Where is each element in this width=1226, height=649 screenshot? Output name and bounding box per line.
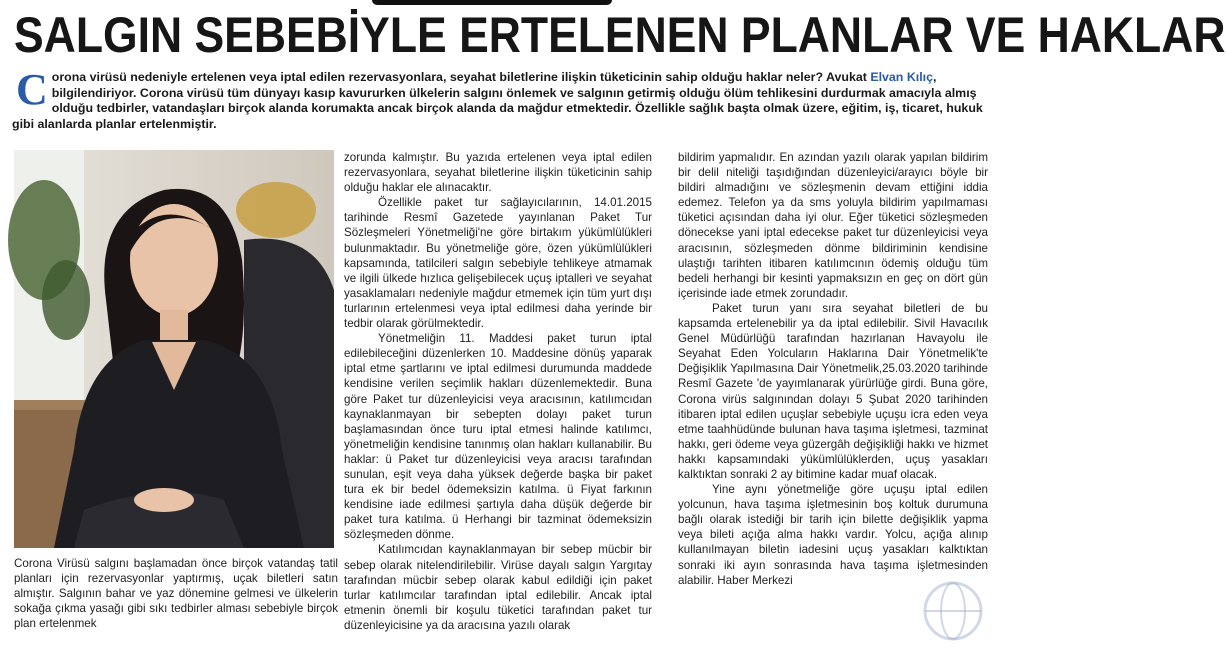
article-lead [12,65,988,138]
drop-cap: C [16,65,48,114]
article-column-1 [344,150,652,644]
article-column-2 [678,150,988,644]
author-photo [14,150,334,548]
author-name: Elvan Kılıç [870,70,933,84]
lead-text-part1: orona virüsü nedeniyle ertelenen veya iptal edilen rezervasyonlara, seyahat biletlerine ilişkin tüketicinin sahip olduğu haklar neler? Avukat [51,70,871,84]
lead-text-part2: , bilgilendiriyor. Corona virüsü tüm dünyayı kasıp kavururken ülkelerin salgını önlemek ve salgının getirmiş olduğu ölüm tehlikesini durdurmak amacıyla almış olduğu tedbirler, vatandaşları birçok alanda korumakta ancak birçok alanda da mağdur etmektedir. Özellikle sağlık başta olmak üzere, eğitim, iş, ticaret, hukuk gibi alanlarda planlar ertelenmiştir. [12,70,983,131]
paragraph: Paket turun yanı sıra seyahat biletleri de bu kapsamda ertelenebilir ya da iptal edilebilir. Sivil Havacılık Genel Müdürlüğü tarafından hazırlanan Havayolu ile Seyahat Eden Yolcuların Haklarına Dair Yönetmelik'te Değişiklik Yapılmasına Dair Yönetmelik,25.03.2020 tarihinde Resmî Gazete 'de yayımlanarak yürürlüğe girdi. Buna göre, Corona virüs salgınından dolayı 5 Şubat 2020 tarihinden itibaren iptal edilen uçuşlar sebebiyle uçuşu icra eden veya etme taahhüdünde bulunan hava taşıma işletmesi, tazminat hakkı, geri ödeme veya güzergâh değişikliği hakkı ve hizmet hakkı kapsamındaki yükümlülüklerden, uçuş yasakları kalktıktan sonraki 2 ay bitimine kadar muaf olacak. [678,301,988,481]
paragraph: Özellikle paket tur sağlayıcılarının, 14.01.2015 tarihinde Resmî Gazetede yayınlanan Paket Tur Sözleşmeleri Yönetmeliği'ne göre birtakım yükümlülükleri bulunmaktadır. Bu yönetmeliğe göre, özen yükümlülükleri kapsamında, tatilcileri salgın sebebiyle tehlikeye atmamak ve ilgili ülkede hızlıca gelişebilecek uçuş iptalleri ve seyahat yasaklamaları nedeniyle mağdur etmemek için tüm yurt dışı turlarının ertelenmesi veya iptal edilmesi daha yerinde bir tedbir olarak görülmektedir. [344,196,652,331]
paragraph: Katılımcıdan kaynaklanmayan bir sebep mücbir bir sebep olarak nitelendirilebilir. Virüse dayalı salgın Yargıtay tarafından mücbir sebep olarak kabul edildiği için paket turlar katılımcılar tarafından iptal edilebilir. Ancak iptal etmenin önemli bir koşulu tüketici tarafından paket tur düzenleyicisine ya da aracısına yazılı olarak [344,543,652,632]
paragraph: bildirim yapmalıdır. En azından yazılı olarak yapılan bildirim bir delil niteliği taşıdığından düzenleyici/arayıcı böyle bir bildiri almadığını ve sözleşmenin devam ettiğini iddia edemez. Telefon ya da sms yoluyla bildirim yapılmaması tüketici açısından daha iyi olur. Eğer tüketici sözleşmeden dönecekse yani iptal edecekse paket tur düzenleyicisi veya aracısının, sözleşmeden dönme bildiriminin kendisine ulaştığı tarihten itibaren katılımcının ödemiş olduğu tüm bedeli herhangi bir kesinti yapmaksızın en geç on dört gün içerisinde iade etmek zorundadır. [678,151,988,300]
paragraph: Yine aynı yönetmeliğe göre uçuşu iptal edilen yolcunun, hava taşıma işletmesinin boş koltuk durumuna bağlı olarak istediği bir tarih için bilette değişiklik yapma veya bileti açığa alma hakkı vardır. Yolcu, açığa alınıp kullanılmayan biletin iadesini uçuş yasakları kalktıktan sonraki iki ayın sonrasında hava taşıma işletmesinden alabilir. Haber Merkezi [678,483,988,587]
photo-caption: Corona Virüsü salgını başlamadan önce birçok vatandaş tatil planları için rezervasyonlar yaptırmış, uçak biletleri satın almıştır. Salgının bahar ve yaz dönemine gelmesi ve ülkelerin sokağa çıkma yasağı gibi sıkı tedbirler alması sebebiyle birçok plan ertelenmek [14,557,338,631]
globe-watermark-icon [920,578,986,644]
paragraph: Yönetmeliğin 11. Maddesi paket turun iptal edilebileceğini düzenlerken 10. Maddesine dönüş yaparak iptal etme şartlarını ve iptal edilmesi durumunda maddede kendisine verilen seçimlik hakları düzenlemektedir. Buna göre Paket tur düzenleyicisi veya aracısının, katılımcıdan kaynaklanmayan bir sebepten dolayı paket turun başlamasından önce turu iptal etmesi halinde katılımcı, yönetmeliğin kendisine tanınmış olan hakları kullanabilir. Bu haklar: ü Paket tur düzenleyicisi veya aracısı tarafından sunulan, eşit veya daha yüksek değerde başka bir paket tura ek bir bedel ödemeksizin katılma. ü Fiyat farkının kendisine iade edilmesi şartıyla daha düşük değerde bir paket tura katılma. ü Herhangi bir tazminat ödemeksizin sözleşmeden dönme. [344,332,652,542]
paragraph: zorunda kalmıştır. Bu yazıda ertelenen veya iptal edilen rezervasyonlara, seyahat biletlerine ilişkin tüketicinin sahip olduğu haklar ele alınacaktır. [344,151,652,195]
article-headline: SALGIN SEBEBİYLE ERTELENEN PLANLAR VE HAKLAR [14,7,1226,63]
